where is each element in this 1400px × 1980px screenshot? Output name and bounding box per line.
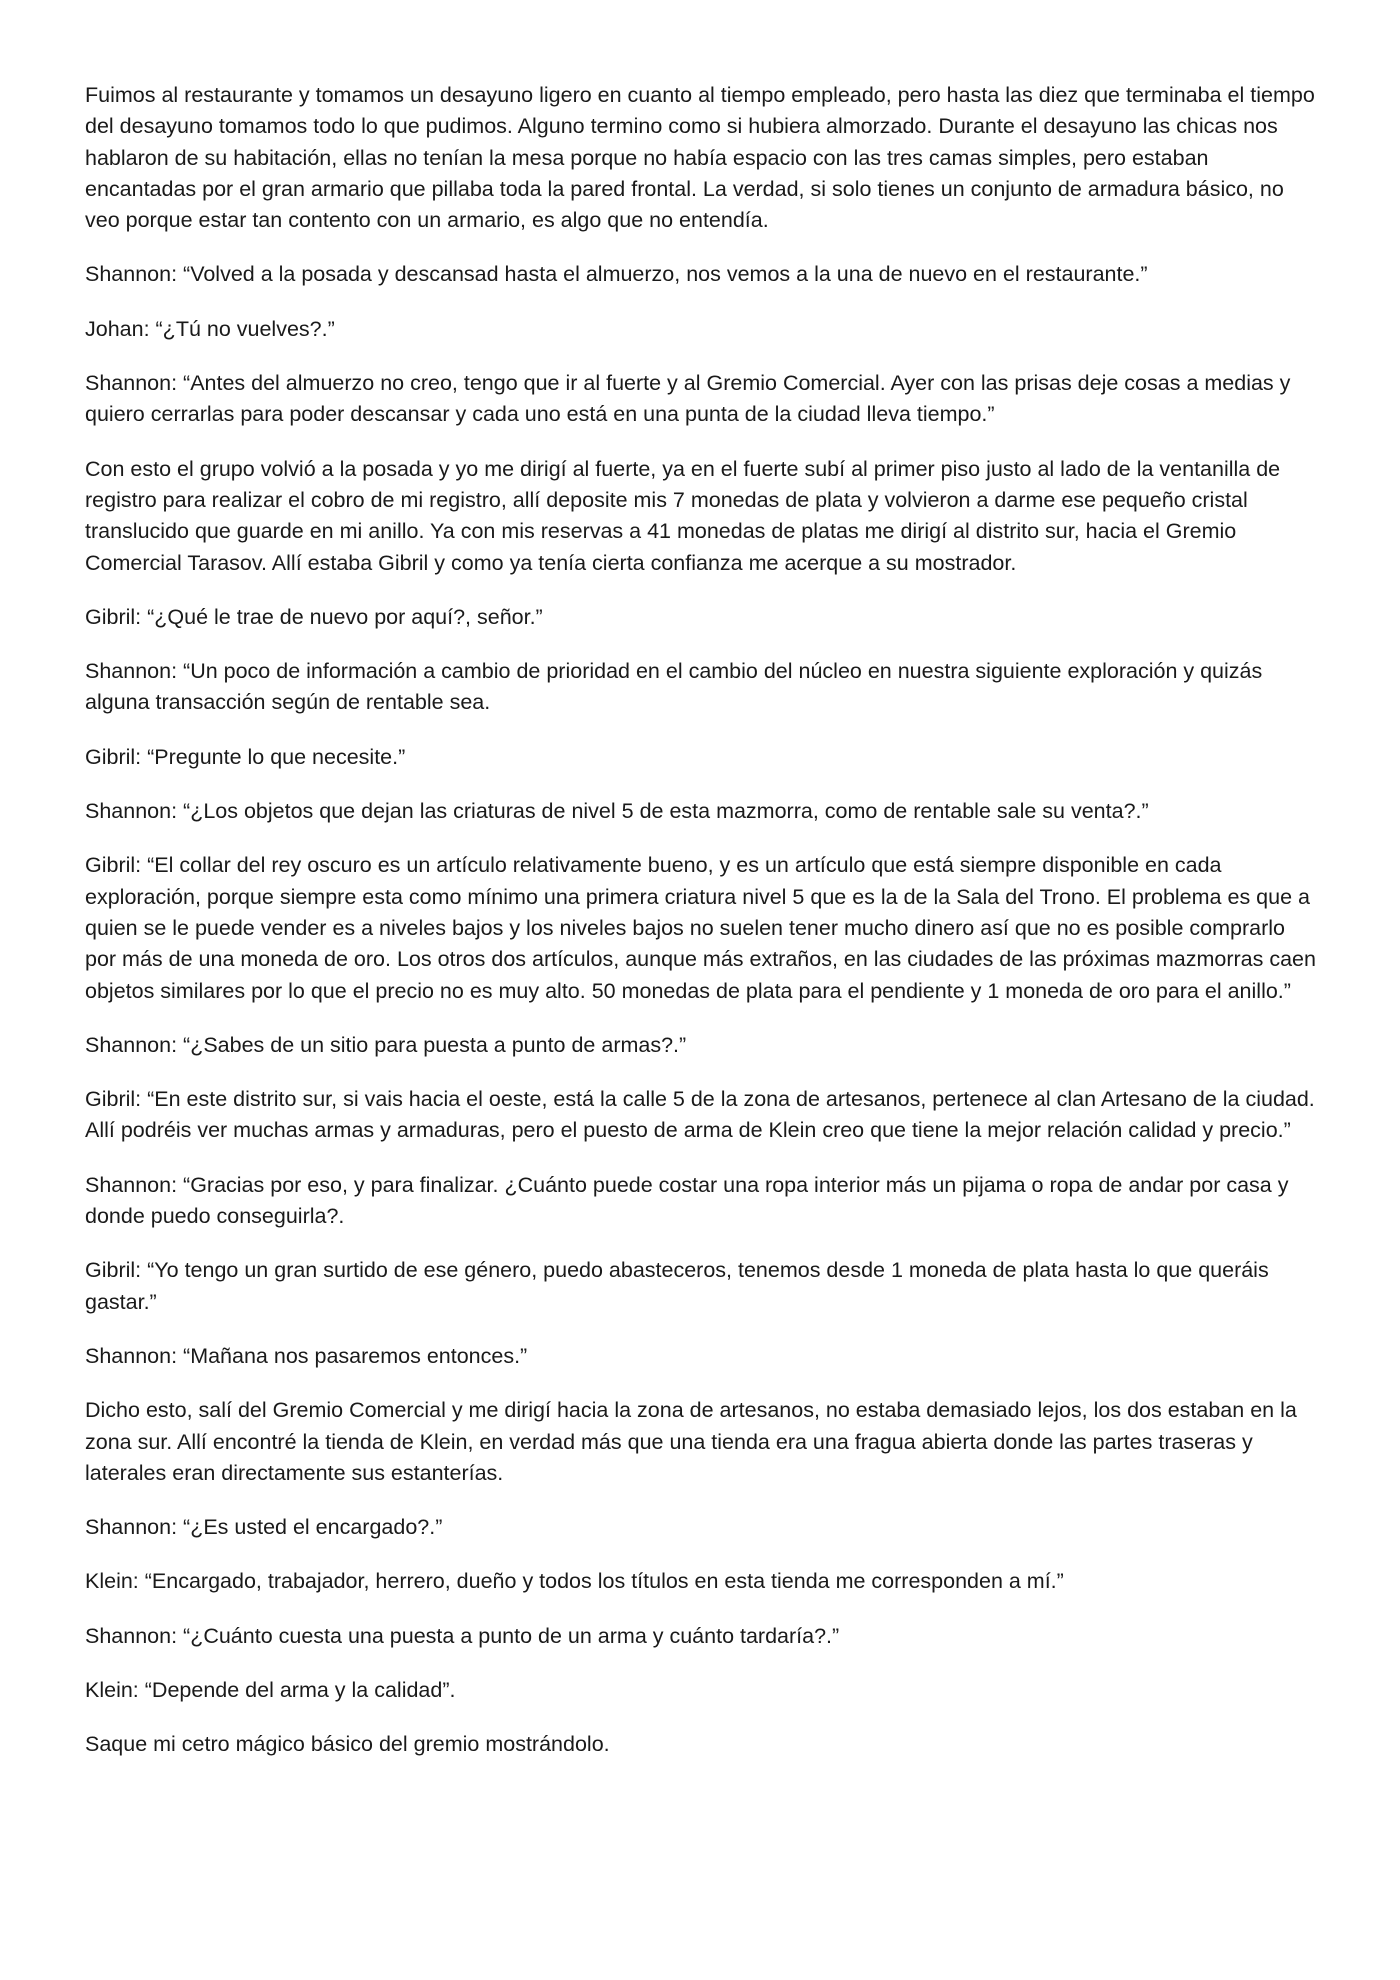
paragraph-dialogue-gibril: Gibril: “Pregunte lo que necesite.” <box>85 744 406 769</box>
paragraph-dialogue-johan: Johan: “¿Tú no vuelves?.” <box>85 316 335 341</box>
paragraph-narration-scepter: Saque mi cetro mágico básico del gremio mostrándolo. <box>85 1732 610 1757</box>
paragraph-dialogue-shannon: Shannon: “Gracias por eso, y para finalizar. ¿Cuánto puede costar una ropa interior más un pijama o ropa de andar por casa y donde puedo conseguirla?. <box>85 1172 1289 1229</box>
paragraph-dialogue-gibril: Gibril: “El collar del rey oscuro es un artículo relativamente bueno, y es un artículo que está siempre disponible en cada exploración, porque siempre esta como mínimo una primera criatura nivel 5 que es la de la Sala del Trono. El problema es que a quien se le puede vender es a niveles bajos y los niveles bajos no suelen tener mucho dinero así que no es posible comprarlo por más de una moneda de oro. Los otros dos artículos, aunque más extraños, en las ciudades de las próximas mazmorras caen objetos similares por lo que el precio no es muy alto. 50 monedas de plata para el pendiente y 1 moneda de oro para el anillo.” <box>85 853 1316 1003</box>
paragraph-dialogue-shannon: Shannon: “Mañana nos pasaremos entonces.” <box>85 1343 528 1368</box>
paragraph-narration-fort: Con esto el grupo volvió a la posada y yo me dirigí al fuerte, ya en el fuerte subí al primer piso justo al lado de la ventanilla de registro para realizar el cobro de mi registro, allí deposite mis 7 monedas de plata y volvieron a darme ese pequeño cristal translucido que guarde en mi anillo. Ya con mis reservas a 41 monedas de platas me dirigí al distrito sur, hacia el Gremio Comercial Tarasov. Allí estaba Gibril y como ya tenía cierta confianza me acerque a su mostrador. <box>85 456 1281 575</box>
paragraph-dialogue-shannon: Shannon: “Volved a la posada y descansad hasta el almuerzo, nos vemos a la una de nuevo en el restaurante.” <box>85 262 1148 287</box>
paragraph-dialogue-shannon: Shannon: “¿Cuánto cuesta una puesta a punto de un arma y cuánto tardaría?.” <box>85 1623 840 1648</box>
paragraph-dialogue-shannon: Shannon: “Un poco de información a cambio de prioridad en el cambio del núcleo en nuestra siguiente exploración y quizás alguna transacción según de rentable sea. <box>85 659 1263 715</box>
paragraph-dialogue-gibril: Gibril: “Yo tengo un gran surtido de ese género, puedo abasteceros, tenemos desde 1 moneda de plata hasta lo que queráis gastar.” <box>85 1258 1269 1314</box>
paragraph-narration-artisans: Dicho esto, salí del Gremio Comercial y me dirigí hacia la zona de artesanos, no estaba demasiado lejos, los dos estaban en la zona sur. Allí encontré la tienda de Klein, en verdad más que una tienda era una fragua abierta donde las partes traseras y laterales eran directamente sus estanterías. <box>85 1398 1297 1485</box>
paragraph-dialogue-shannon: Shannon: “Antes del almuerzo no creo, tengo que ir al fuerte y al Gremio Comercial. Ayer con las prisas deje cosas a medias y quiero cerrarlas para poder descansar y cada uno está en una punta de la ciudad lleva tiempo.” <box>85 371 1291 427</box>
paragraph-dialogue-klein: Klein: “Encargado, trabajador, herrero, dueño y todos los títulos en esta tienda me corresponden a mí.” <box>85 1569 1064 1594</box>
paragraph-dialogue-klein: Klein: “Depende del arma y la calidad”. <box>85 1677 456 1702</box>
document-page <box>85 80 1317 1784</box>
paragraph-dialogue-gibril: Gibril: “¿Qué le trae de nuevo por aquí?, señor.” <box>85 604 543 629</box>
paragraph-dialogue-shannon: Shannon: “¿Sabes de un sitio para puesta a punto de armas?.” <box>85 1032 687 1057</box>
paragraph-dialogue-shannon: Shannon: “¿Es usted el encargado?.” <box>85 1515 443 1540</box>
paragraph-narration-breakfast: Fuimos al restaurante y tomamos un desayuno ligero en cuanto al tiempo empleado, pero hasta las diez que terminaba el tiempo del desayuno tomamos todo lo que pudimos. Alguno termino como si hubiera almorzado. Durante el desayuno las chicas nos hablaron de su habitación, ellas no tenían la mesa porque no había espacio con las tres camas simples, pero estaban encantadas por el gran armario que pillaba toda la pared frontal. La verdad, si solo tienes un conjunto de armadura básico, no veo porque estar tan contento con un armario, es algo que no entendía. <box>85 83 1315 233</box>
paragraph-dialogue-shannon: Shannon: “¿Los objetos que dejan las criaturas de nivel 5 de esta mazmorra, como de rentable sale su venta?.” <box>85 799 1149 824</box>
paragraph-dialogue-gibril: Gibril: “En este distrito sur, si vais hacia el oeste, está la calle 5 de la zona de artesanos, pertenece al clan Artesano de la ciudad. Allí podréis ver muchas armas y armaduras, pero el puesto de arma de Klein creo que tiene la mejor relación calidad y precio.” <box>85 1087 1315 1143</box>
